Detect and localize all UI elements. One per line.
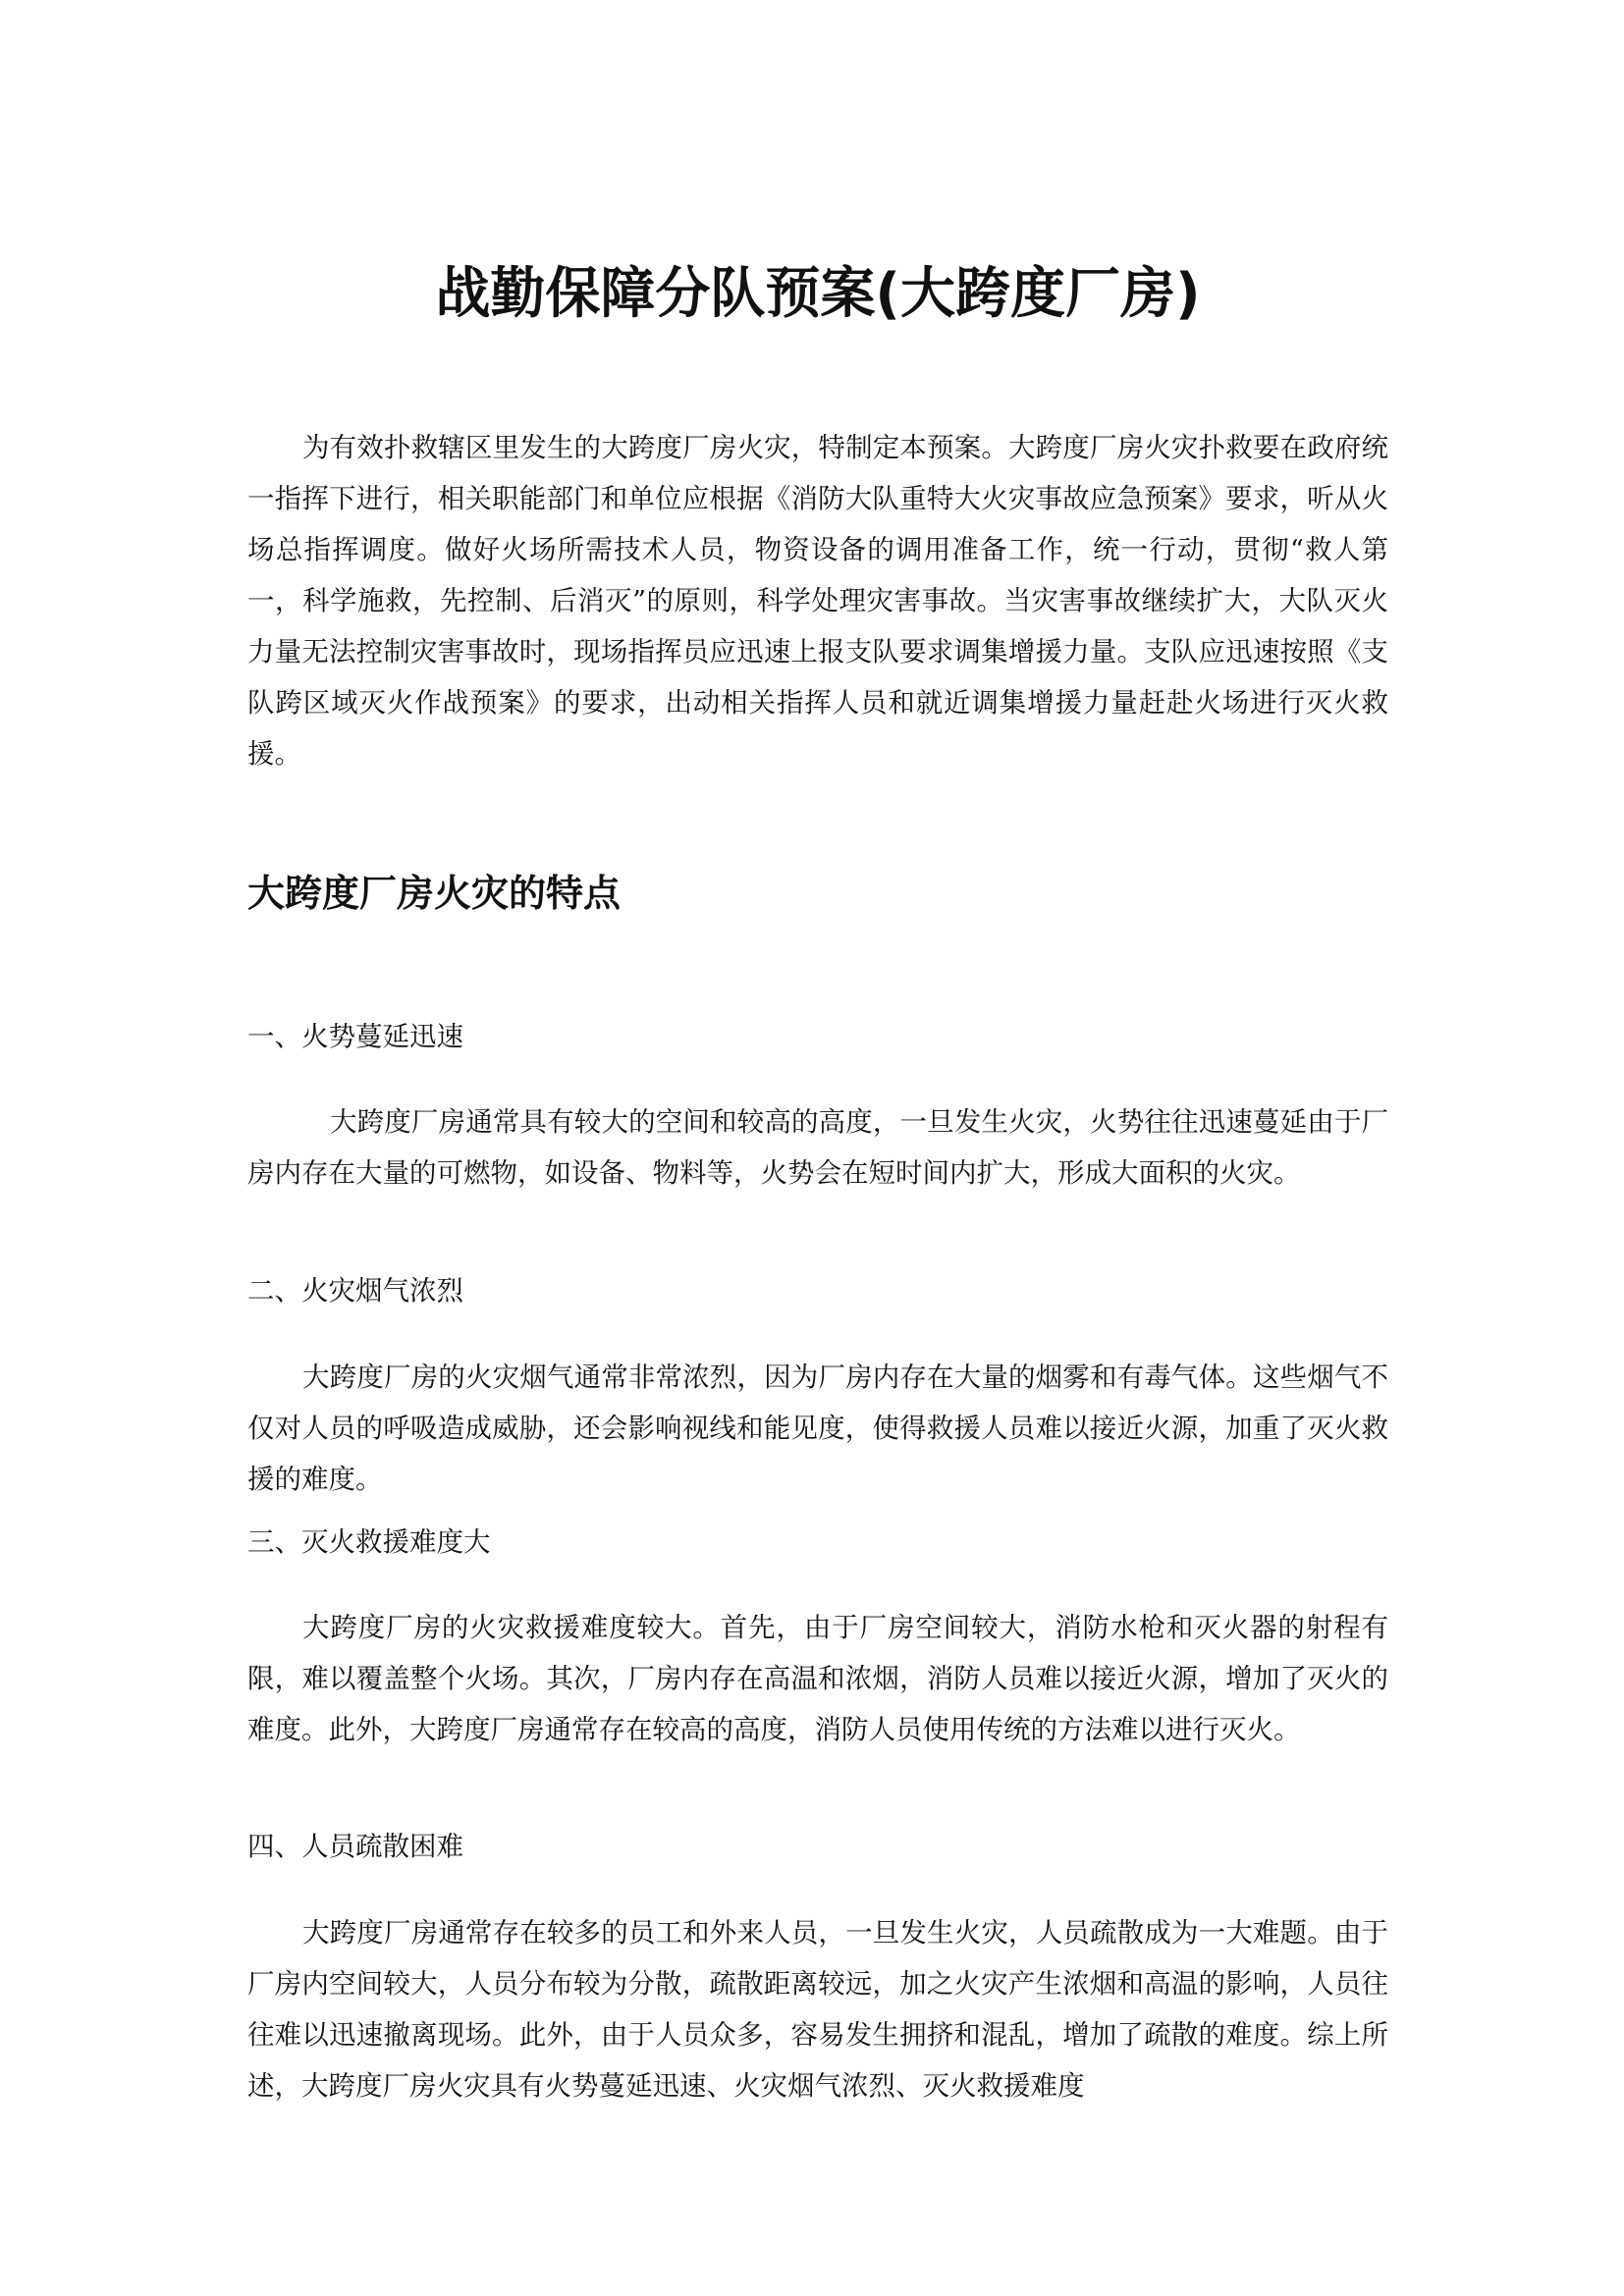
subsection-heading-4: 四、人员疏散困难 — [247, 1831, 463, 1862]
subsection-heading-2: 二、火灾烟气浓烈 — [247, 1275, 463, 1307]
document-title: 战勤保障分队预案(大跨度厂房) — [435, 262, 1201, 326]
subsection-heading-1: 一、火势蔓延迅速 — [247, 1021, 463, 1052]
subsection-body-3: 大跨度厂房的火灾救援难度较大。首先，由于厂房空间较大，消防水枪和灭火器的射程有限，难以覆盖整个火场。其次，厂房内存在高温和浓烟，消防人员难以接近火源，增加了灭火的难度。此外，大跨度厂房通常存在较高的高度，消防人员使用传统的方法难以进行灭火。 — [247, 1612, 1388, 1745]
subsection-heading-3: 三、灭火救援难度大 — [247, 1526, 491, 1558]
section-heading: 大跨度厂房火灾的特点 — [247, 872, 622, 915]
subsection-body-1: 大跨度厂房通常具有较大的空间和较高的高度，一旦发生火灾，火势往往迅速蔓延由于厂房内存在大量的可燃物，如设备、物料等，火势会在短时间内扩大，形成大面积的火灾。 — [247, 1106, 1388, 1189]
subsection-body-2: 大跨度厂房的火灾烟气通常非常浓烈，因为厂房内存在大量的烟雾和有毒气体。这些烟气不仅对人员的呼吸造成威胁，还会影响视线和能见度，使得救援人员难以接近火源，加重了灭火救援的难度。 — [247, 1362, 1388, 1495]
subsection-body-4: 大跨度厂房通常存在较多的员工和外来人员，一旦发生火灾，人员疏散成为一大难题。由于厂房内空间较大，人员分布较为分散，疏散距离较远，加之火灾产生浓烟和高温的影响，人员往往难以迅速撤离现场。此外，由于人员众多，容易发生拥挤和混乱，增加了疏散的难度。综上所述，大跨度厂房火灾具有火势蔓延迅速、火灾烟气浓烈、灭火救援难度 — [247, 1917, 1388, 2102]
intro-paragraph: 为有效扑救辖区里发生的大跨度厂房火灾，特制定本预案。大跨度厂房火灾扑救要在政府统一指挥下进行，相关职能部门和单位应根据《消防大队重特大火灾事故应急预案》要求，听从火场总指挥调度。做好火场所需技术人员，物资设备的调用准备工作，统一行动，贯彻“救人第一，科学施救，先控制、后消灭”的原则，科学处理灾害事故。当灾害事故继续扩大，大队灭火力量无法控制灾害事故时，现场指挥员应迅速上报支队要求调集增援力量。支队应迅速按照《支队跨区域灭火作战预案》的要求，出动相关指挥人员和就近调集增援力量赶赴火场进行灭火救援。 — [247, 432, 1388, 770]
